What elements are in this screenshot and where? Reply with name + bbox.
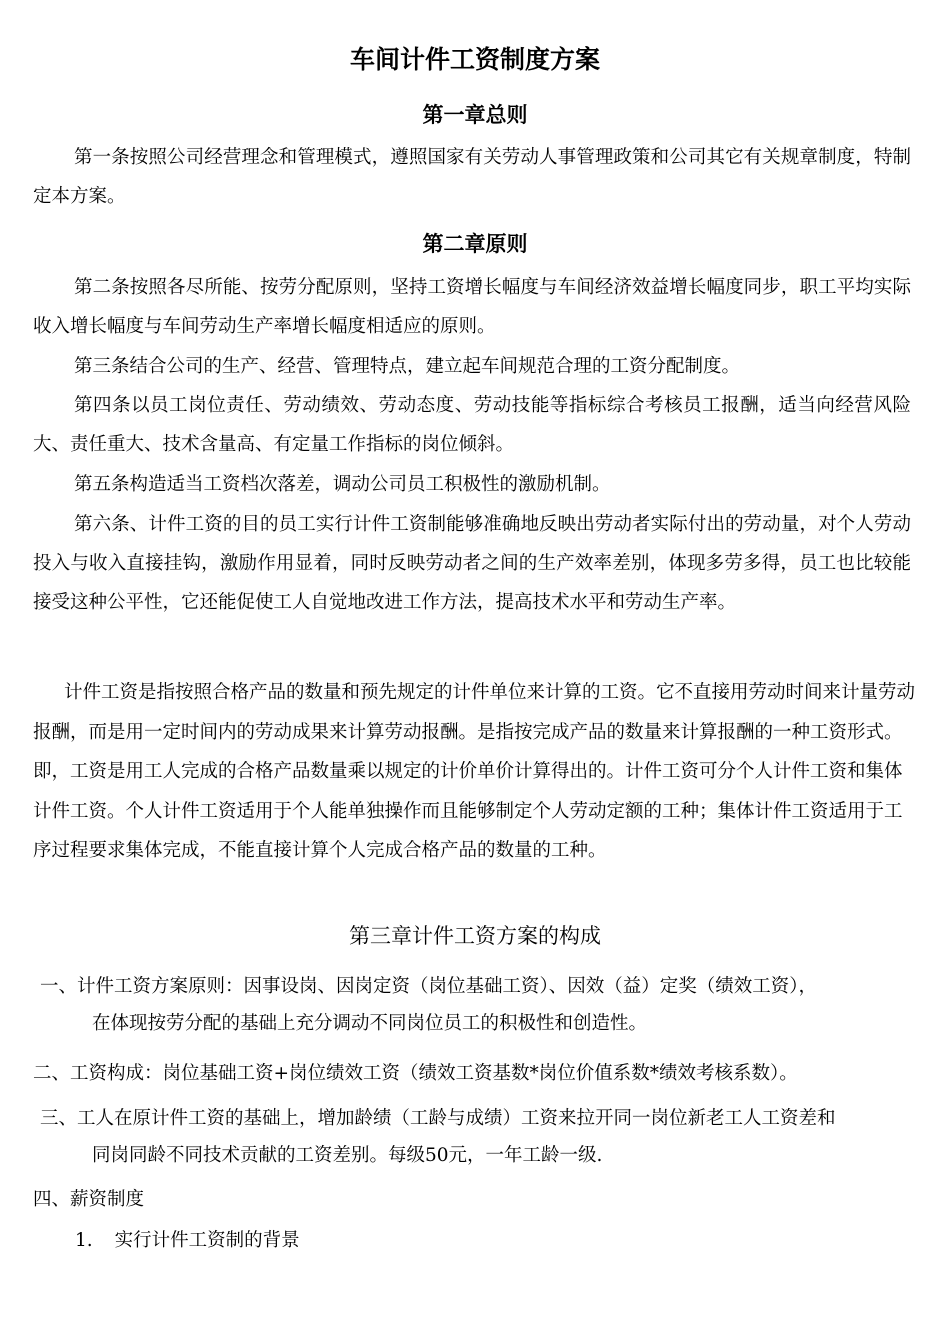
item-3-line-2: 同岗同龄不同技术贡献的工资差别。每级50元，一年工龄一级.	[92, 1145, 603, 1166]
sub-item-1	[75, 1222, 675, 1259]
article-3: 第三条结合公司的生产、经营、管理特点，建立起车间规范合理的工资分配制度。	[74, 356, 741, 377]
item-2: 二、工资构成：岗位基础工资+岗位绩效工资（绩效工资基数*岗位价值系数*绩效考核系数）。	[33, 1063, 798, 1084]
item-3-line-1: 三、工人在原计件工资的基础上，增加龄绩（工龄与成绩）工资来拉开同一岗位新老工人工资差和	[40, 1108, 836, 1129]
item-1-line-2: 在体现按劳分配的基础上充分调动不同岗位员工的积极性和创造性。	[92, 1013, 648, 1034]
chapter-1-heading: 第一章总则	[422, 103, 528, 127]
sub-item-1-text: 实行计件工资制的背景	[114, 1230, 300, 1251]
chapter-3-heading: 第三章计件工资方案的构成	[349, 924, 601, 948]
sub-item-1-number: 1.	[75, 1230, 93, 1251]
item-1	[40, 968, 920, 1042]
article-6: 第六条、计件工资的目的员工实行计件工资制能够准确地反映出劳动者实际付出的劳动量，对个人劳动投入与收入直接挂钩，激励作用显着，同时反映劳动者之间的生产效率差别，体现多劳多得，员工也比较能接受这种公平性，它还能促使工人自觉地改进工作方法，提高技术水平和劳动生产率。	[33, 514, 911, 613]
chapter-2-heading: 第二章原则	[422, 232, 528, 256]
article-2: 第二条按照各尽所能、按劳分配原则，坚持工资增长幅度与车间经济效益增长幅度同步，职工平均实际收入增长幅度与车间劳动生产率增长幅度相适应的原则。	[33, 277, 911, 337]
item-4: 四、薪资制度	[33, 1189, 145, 1210]
item-3	[40, 1100, 920, 1174]
article-5: 第五条构造适当工资档次落差，调动公司员工积极性的激励机制。	[74, 474, 611, 495]
item-1-line-1: 一、计件工资方案原则：因事设岗、因岗定资（岗位基础工资）、因效（益）定奖（绩效工资），	[40, 976, 818, 997]
document-title: 车间计件工资制度方案	[349, 45, 600, 74]
article-4: 第四条以员工岗位责任、劳动绩效、劳动态度、劳动技能等指标综合考核员工报酬，适当向经营风险大、责任重大、技术含量高、有定量工作指标的岗位倾斜。	[33, 395, 911, 455]
piecework-definition: 计件工资是指按照合格产品的数量和预先规定的计件单位来计算的工资。它不直接用劳动时间来计量劳动报酬，而是用一定时间内的劳动成果来计算劳动报酬。是指按完成产品的数量来计算报酬的一种工资形式。即，工资是用工人完成的合格产品数量乘以规定的计价单价计算得出的。计件工资可分个人计件工资和集体计件工资。个人计件工资适用于个人能单独操作而且能够制定个人劳动定额的工种；集体计件工资适用于工序过程要求集体完成，不能直接计算个人完成合格产品的数量的工种。	[33, 682, 916, 861]
article-1: 第一条按照公司经营理念和管理模式，遵照国家有关劳动人事管理政策和公司其它有关规章制度，特制定本方案。	[33, 147, 911, 207]
